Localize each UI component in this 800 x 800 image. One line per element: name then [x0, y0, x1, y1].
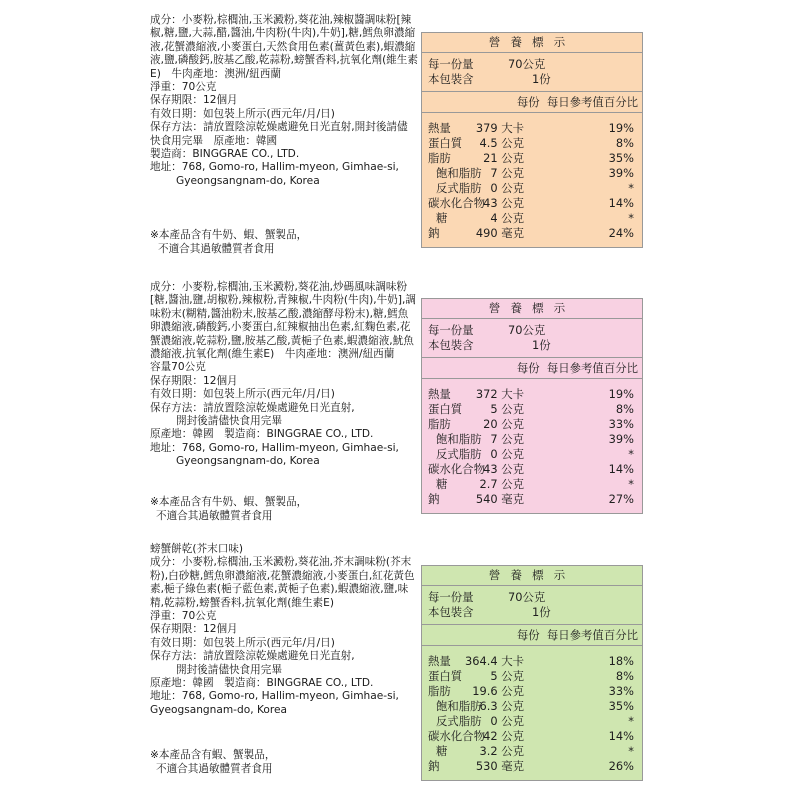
nutrient-label: 反式脂肪	[436, 714, 482, 728]
nutrition-row	[422, 417, 642, 432]
servings-row: 本包裝含 1份	[428, 338, 551, 352]
allergy-line: 不適合其過敏體質者食用	[156, 509, 273, 522]
nutrient-label: 碳水化合物	[428, 462, 485, 476]
address-cont: Gyeongsangnam-do, Korea	[176, 455, 320, 468]
nutrition-row	[422, 714, 642, 729]
nutrient-label: 脂肪	[428, 417, 451, 431]
nutrient-daily-pct: *	[628, 477, 634, 491]
nutrition-row	[422, 684, 642, 699]
allergy-line: 不適合其過敏體質者食用	[158, 242, 275, 255]
nutrient-label: 熱量	[428, 387, 451, 401]
nutrition-row	[422, 387, 642, 402]
nutrient-label: 脂肪	[428, 684, 451, 698]
ingredients-text: 成分：小麥粉,棕櫚油,玉米澱粉,葵花油,辣椒醬調味粉[辣椒,糖,鹽,大蒜,醋,醬油,牛肉粉(牛肉),牛奶],糖,鱈魚卵濃縮液,花蟹濃縮液,小麥蛋白,天然食用色素(薑黃色素),蝦濃縮液,鹽,磷酸鈣,胺基乙酸,乾蒜粉,螃蟹香料,抗氧化劑(維生素E) 牛肉產地：澳洲/紐西蘭	[150, 14, 418, 80]
product-name: 螃蟹餅乾(芥末口味)	[150, 543, 244, 555]
nutrient-daily-pct: 33%	[608, 417, 634, 431]
product-info-3	[150, 543, 418, 717]
nutrition-row	[422, 181, 642, 196]
nutrient-amount: 21 公克	[483, 151, 524, 165]
nutrient-daily-pct: 39%	[608, 166, 634, 180]
nutrient-daily-pct: 26%	[608, 759, 634, 773]
net-weight: 淨重：70公克	[150, 81, 217, 94]
nutrition-row	[422, 699, 642, 714]
address: 地址：768, Gomo-ro, Hallim-myeon, Gimhae-si,	[150, 690, 399, 703]
nutrition-rows	[422, 387, 642, 507]
expiry-date: 有效日期：如包裝上所示(西元年/月/日)	[150, 107, 335, 120]
nutrient-label: 鈉	[428, 226, 440, 240]
nutrition-row	[422, 402, 642, 417]
nutrient-daily-pct: *	[628, 181, 634, 195]
nutrition-row	[422, 211, 642, 226]
nutrient-label: 碳水化合物	[428, 729, 485, 743]
nutrition-row	[422, 669, 642, 684]
nutrient-label: 反式脂肪	[436, 447, 482, 461]
nutrient-daily-pct: 14%	[608, 196, 634, 210]
nutrient-label: 糖	[436, 744, 448, 758]
nutrition-table-1	[421, 32, 643, 248]
nutrient-amount: 6.3 公克	[479, 699, 524, 713]
nutrition-row	[422, 462, 642, 477]
nutrition-title: 營養標示	[422, 33, 642, 53]
storage-method-cont: 開封後請儘快食用完畢	[176, 663, 282, 676]
nutrition-row	[422, 654, 642, 669]
nutrient-amount: 372 大卡	[475, 387, 524, 401]
nutrient-amount: 530 毫克	[475, 759, 524, 773]
shelf-life: 保存期限：12個月	[150, 94, 238, 107]
allergy-note-1	[150, 229, 450, 256]
nutrient-amount: 0 公克	[490, 714, 524, 728]
nutrition-rows	[422, 654, 642, 774]
nutrient-daily-pct: *	[628, 211, 634, 225]
allergy-line: ※本產品含有牛奶、蝦、蟹製品，	[150, 496, 308, 508]
nutrition-header: 每份 每日參考值百分比	[422, 624, 642, 646]
nutrient-label: 糖	[436, 477, 448, 491]
nutrient-amount: 4 公克	[490, 211, 524, 225]
nutrient-amount: 5 公克	[490, 402, 524, 416]
nutrition-row	[422, 166, 642, 181]
nutrient-amount: 4.5 公克	[479, 136, 524, 150]
nutrient-amount: 3.2 公克	[479, 744, 524, 758]
ingredients-text: 成分：小麥粉,棕櫚油,玉米澱粉,葵花油,芥末調味粉(芥末粉),白砂糖,鱈魚卵濃縮液,花蟹濃縮液,小麥蛋白,紅花黃色素,梔子綠色素(梔子藍色素,黃梔子色素),蝦濃縮液,鹽,味精,乾蒜粉,螃蟹香料,抗氧化劑(維生素E)	[150, 556, 415, 609]
nutrition-table-2	[421, 298, 643, 514]
nutrition-title: 營養標示	[422, 299, 642, 319]
nutrient-amount: 2.7 公克	[479, 477, 524, 491]
allergy-line: 不適合其過敏體質者食用	[156, 762, 273, 775]
nutrient-amount: 43 公克	[483, 196, 524, 210]
nutrient-label: 反式脂肪	[436, 181, 482, 195]
nutrient-daily-pct: 8%	[615, 669, 634, 683]
nutrient-amount: 20 公克	[483, 417, 524, 431]
product-info-2	[150, 281, 418, 469]
ingredients-text: 成分：小麥粉,棕櫚油,玉米澱粉,葵花油,炒碼風味調味粉[糖,醬油,鹽,胡椒粉,辣椒粉,青辣椒,牛肉粉(牛肉),牛奶],調味粉末(糊精,醬油粉末,胺基乙酸,濃縮酵母粉末),糖,鱈魚卵濃縮液,磷酸鈣,小麥蛋白,紅辣椒抽出色素,紅麴色素,花蟹濃縮液,乾蒜粉,鹽,胺基乙酸,黃梔子色素,蝦濃縮液,魷魚濃縮液,抗氧化劑(維生素E) 牛肉產地：澳洲/紐西蘭	[150, 281, 416, 361]
nutrition-row	[422, 121, 642, 136]
nutrient-amount: 540 毫克	[475, 492, 524, 506]
nutrient-daily-pct: 14%	[608, 462, 634, 476]
nutrient-daily-pct: 33%	[608, 684, 634, 698]
nutrition-row	[422, 151, 642, 166]
shelf-life: 保存期限：12個月	[150, 374, 238, 387]
allergy-note-3	[150, 749, 450, 776]
expiry-date: 有效日期：如包裝上所示(西元年/月/日)	[150, 636, 335, 649]
nutrient-amount: 0 公克	[490, 447, 524, 461]
nutrient-label: 鈉	[428, 759, 440, 773]
serving-row: 每一份量 70公克	[428, 57, 546, 71]
nutrient-label: 熱量	[428, 654, 451, 668]
nutrient-daily-pct: *	[628, 714, 634, 728]
nutrition-row	[422, 226, 642, 241]
nutrient-daily-pct: 39%	[608, 432, 634, 446]
nutrient-daily-pct: 8%	[615, 402, 634, 416]
nutrition-table-3	[421, 565, 643, 781]
nutrient-label: 糖	[436, 211, 448, 225]
nutrient-label: 飽和脂肪	[436, 166, 482, 180]
nutrient-daily-pct: 19%	[608, 387, 634, 401]
nutrient-daily-pct: 18%	[608, 654, 634, 668]
nutrient-label: 鈉	[428, 492, 440, 506]
nutrition-row	[422, 759, 642, 774]
storage-method-cont: 開封後請儘快食用完畢	[176, 415, 282, 428]
nutrient-daily-pct: 8%	[615, 136, 634, 150]
nutrition-row	[422, 744, 642, 759]
address: 地址：768, Gomo-ro, Hallim-myeon, Gimhae-si,	[150, 161, 399, 174]
nutrient-label: 飽和脂肪	[436, 432, 482, 446]
origin-manufacturer: 原產地：韓國 製造商：BINGGRAE CO., LTD.	[150, 428, 374, 441]
net-weight: 容量70公克	[150, 361, 206, 374]
address: 地址：768, Gomo-ro, Hallim-myeon, Gimhae-si,	[150, 441, 399, 454]
nutrient-amount: 0 公克	[490, 181, 524, 195]
nutrient-label: 蛋白質	[428, 669, 463, 683]
nutrient-label: 飽和脂肪	[436, 699, 482, 713]
serving-row: 每一份量 70公克	[428, 323, 546, 337]
nutrition-header: 每份 每日參考值百分比	[422, 357, 642, 379]
nutrient-daily-pct: 27%	[608, 492, 634, 506]
nutrient-amount: 364.4 大卡	[464, 654, 524, 668]
nutrient-amount: 7 公克	[490, 432, 524, 446]
nutrition-row	[422, 729, 642, 744]
address-cont: Gyeogsangnam-do, Korea	[150, 703, 287, 716]
nutrient-label: 蛋白質	[428, 402, 463, 416]
nutrient-daily-pct: 35%	[608, 151, 634, 165]
nutrient-amount: 490 毫克	[475, 226, 524, 240]
allergy-line: ※本產品含有牛奶、蝦、蟹製品，	[150, 229, 308, 241]
nutrient-label: 蛋白質	[428, 136, 463, 150]
nutrition-title: 營養標示	[422, 566, 642, 586]
nutrient-daily-pct: 35%	[608, 699, 634, 713]
allergy-line: ※本產品含有蝦、蟹製品，	[150, 749, 276, 761]
nutrient-amount: 42 公克	[483, 729, 524, 743]
nutrient-amount: 7 公克	[490, 166, 524, 180]
nutrition-row	[422, 196, 642, 211]
storage-method: 保存方法：請放置陰涼乾燥處避免日光直射,	[150, 401, 355, 414]
servings-row: 本包裝含 1份	[428, 72, 551, 86]
address-cont: Gyeongsangnam-do, Korea	[176, 174, 320, 187]
expiry-date: 有效日期：如包裝上所示(西元年/月/日)	[150, 388, 335, 401]
nutrition-row	[422, 432, 642, 447]
allergy-note-2	[150, 496, 450, 523]
nutrient-daily-pct: 14%	[608, 729, 634, 743]
serving-row: 每一份量 70公克	[428, 590, 546, 604]
nutrient-daily-pct: 24%	[608, 226, 634, 240]
nutrient-amount: 19.6 公克	[472, 684, 524, 698]
nutrient-amount: 5 公克	[490, 669, 524, 683]
nutrition-row	[422, 136, 642, 151]
nutrient-label: 脂肪	[428, 151, 451, 165]
shelf-life: 保存期限：12個月	[150, 623, 238, 636]
nutrition-row	[422, 477, 642, 492]
nutrient-amount: 379 大卡	[475, 121, 524, 135]
nutrition-row	[422, 447, 642, 462]
storage-method: 保存方法：請放置陰涼乾燥處避免日光直射,	[150, 650, 355, 663]
product-info-1	[150, 14, 418, 188]
manufacturer: 製造商：BINGGRAE CO., LTD.	[150, 148, 300, 161]
storage-method: 保存方法：請放置陰涼乾燥處避免日光直射,開封後請儘快食用完畢 原產地：韓國	[150, 121, 408, 147]
servings-row: 本包裝含 1份	[428, 605, 551, 619]
nutrient-amount: 43 公克	[483, 462, 524, 476]
nutrition-row	[422, 492, 642, 507]
nutrient-daily-pct: *	[628, 447, 634, 461]
net-weight: 淨重：70公克	[150, 610, 217, 623]
nutrient-daily-pct: *	[628, 744, 634, 758]
nutrition-header: 每份 每日參考值百分比	[422, 91, 642, 113]
nutrition-rows	[422, 121, 642, 241]
nutrient-label: 碳水化合物	[428, 196, 485, 210]
origin-manufacturer: 原產地：韓國 製造商：BINGGRAE CO., LTD.	[150, 677, 374, 690]
nutrient-label: 熱量	[428, 121, 451, 135]
nutrient-daily-pct: 19%	[608, 121, 634, 135]
